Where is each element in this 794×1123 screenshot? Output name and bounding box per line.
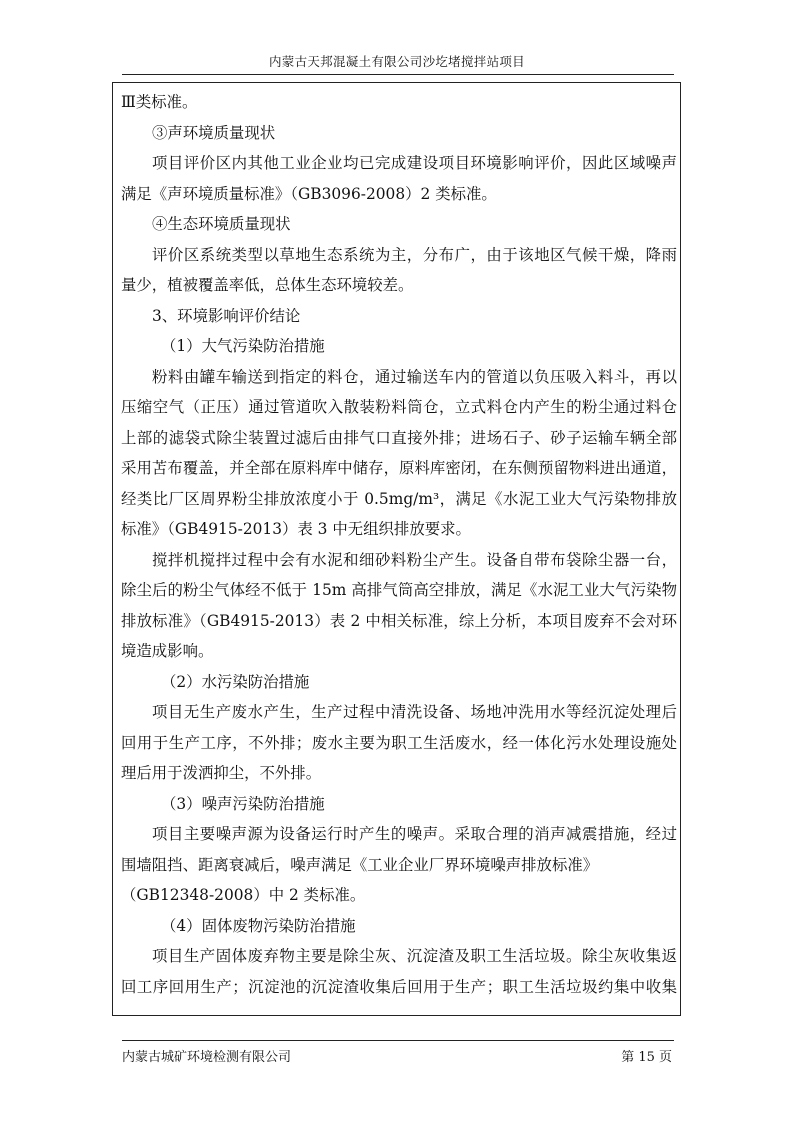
body-line: 项目评价区内其他工业企业均已完成建设项目环境影响评价，因此区域噪声 (152, 154, 677, 172)
body-line: 境造成影响。 (121, 642, 214, 660)
body-line: 回工序回用生产；沉淀池的沉淀渣收集后回用于生产；职工生活垃圾约集中收集 (121, 977, 677, 996)
body-line: 粉料由罐车输送到指定的料仓，通过输送车内的管道以负压吸入料斗，再以 (152, 367, 677, 386)
body-line: Ⅲ类标准。 (121, 93, 198, 111)
body-line: 经类比厂区周界粉尘排放浓度小于 0.5mg/m³，满足《水泥工业大气污染物排放 (121, 489, 677, 508)
body-line: 除尘后的粉尘气体经不低于 15m 高排气筒高空排放，满足《水泥工业大气污染物 (121, 581, 677, 599)
body-line: 量少，植被覆盖率低，总体生态环境较差。 (121, 276, 414, 294)
document-header-title: 内蒙古天邦混凝土有限公司沙圪堵搅拌站项目 (268, 54, 525, 69)
body-line: 围墙阻挡、距离衰减后，噪声满足《工业企业厂界环境噪声排放标准》 (121, 855, 599, 874)
body-line: 项目无生产废水产生，生产过程中清洗设备、场地冲洗用水等经沉淀处理后 (152, 703, 677, 721)
body-line: 理后用于泼洒抑尘，不外排。 (121, 764, 322, 782)
footer-company: 内蒙古城矿环境检测有限公司 (122, 1050, 292, 1065)
footer-divider (122, 1040, 674, 1041)
body-line: 上部的滤袋式除尘装置过滤后由排气口直接外排；进场石子、砂子运输车辆全部 (121, 428, 677, 447)
body-line: 排放标准》（GB4915-2013）表 2 中相关标准，综上分析，本项目废弃不会对环 (121, 611, 677, 630)
document-body (121, 87, 677, 1002)
header-divider (122, 74, 674, 75)
body-line: 评价区系统类型以草地生态系统为主，分布广，由于该地区气候干燥，降雨 (152, 245, 677, 264)
section-heading-ecology: ④生态环境质量现状 (152, 215, 291, 233)
page-number: 第 15 页 (621, 1050, 672, 1065)
body-line: 标准》（GB4915-2013）表 3 中无组织排放要求。 (121, 520, 471, 538)
section-heading-conclusion: 3、环境影响评价结论 (152, 306, 301, 325)
body-line: 项目主要噪声源为设备运行时产生的噪声。采取合理的消声减震措施，经过 (152, 825, 677, 843)
subsection-heading-noise: （3）噪声污染防治措施 (161, 794, 325, 813)
subsection-heading-air: （1）大气污染防治措施 (161, 337, 325, 355)
body-line: 项目生产固体废弃物主要是除尘灰、沉淀渣及职工生活垃圾。除尘灰收集返 (152, 947, 677, 965)
body-line: （GB12348-2008）中 2 类标准。 (121, 886, 366, 904)
body-line: 回用于生产工序，不外排；废水主要为职工生活废水，经一体化污水处理设施处 (121, 733, 677, 752)
section-heading-sound: ③声环境质量现状 (152, 123, 276, 142)
body-line: 满足《声环境质量标准》（GB3096-2008）2 类标准。 (121, 184, 497, 203)
body-line: 采用苫布覆盖，并全部在原料库中储存，原料库密闭，在东侧预留物料进出通道， (121, 459, 677, 477)
body-line: 搅拌机搅拌过程中会有水泥和细砂料粉尘产生。设备自带布袋除尘器一台， (152, 550, 677, 569)
body-line: 压缩空气（正压）通过管道吹入散装粉料筒仓，立式料仓内产生的粉尘通过料仓 (121, 398, 677, 416)
subsection-heading-water: （2）水污染防治措施 (161, 672, 310, 691)
subsection-heading-solid-waste: （4）固体废物污染防治措施 (161, 916, 356, 935)
